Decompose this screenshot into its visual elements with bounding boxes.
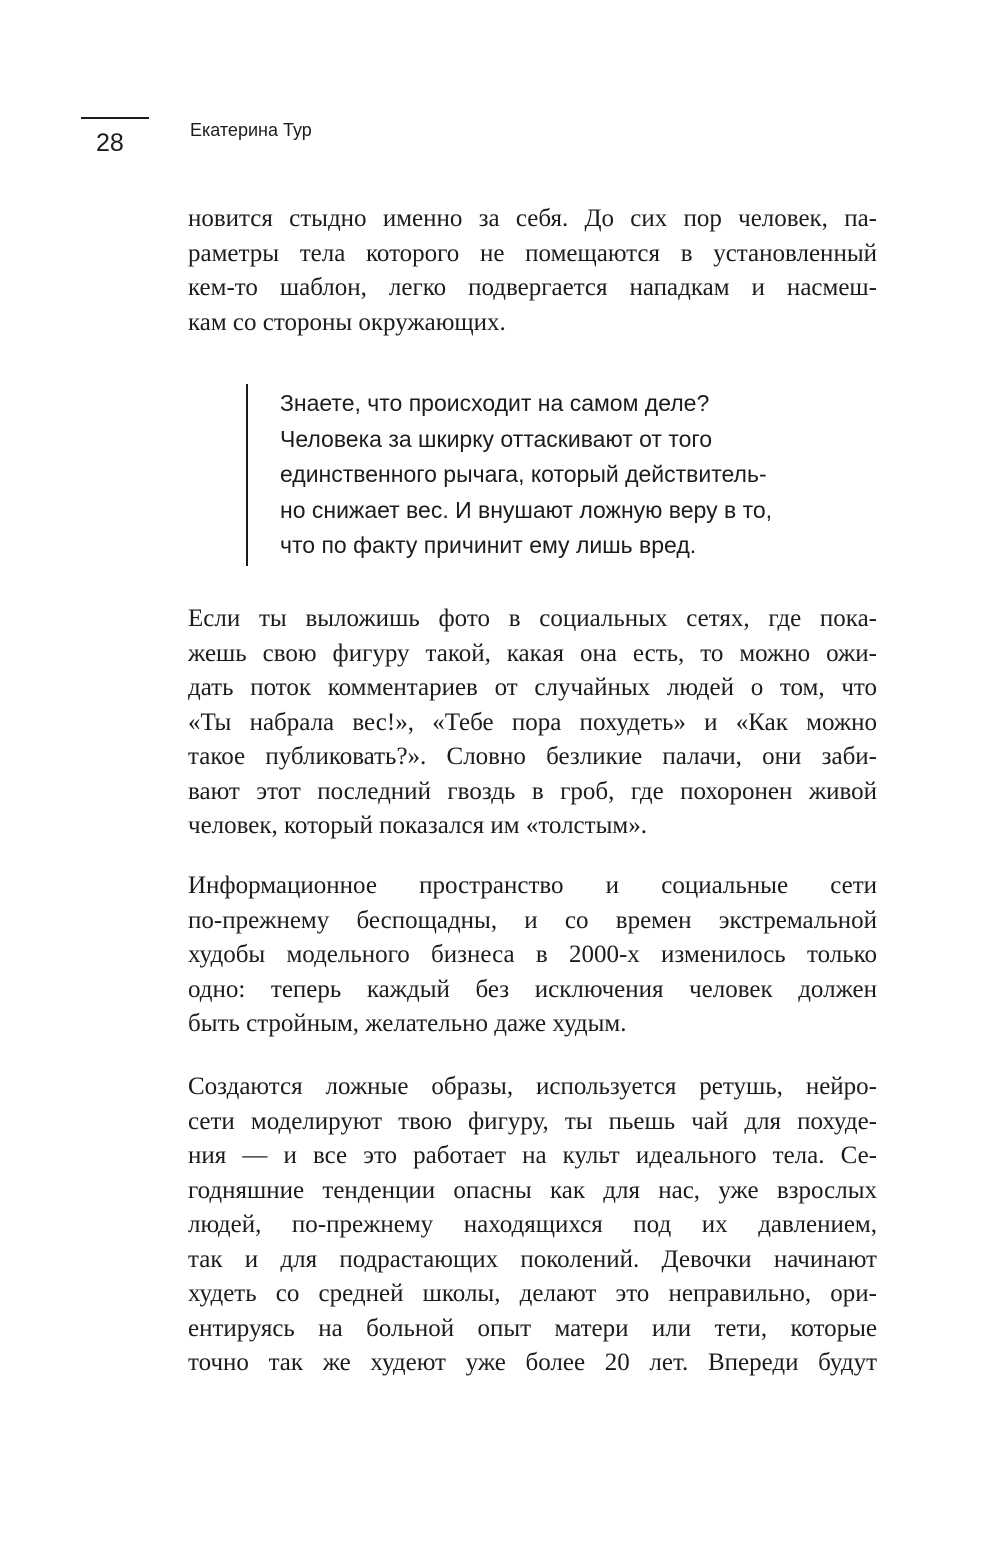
text-line: дать поток комментариев от случайных людей о том, что bbox=[188, 674, 877, 701]
text-line: новится стыдно именно за себя. До сих пор человек, па- bbox=[188, 205, 877, 232]
quote-line: но снижает вес. И внушают ложную веру в то, bbox=[280, 496, 773, 523]
page-number: 28 bbox=[96, 129, 124, 157]
text-line: сети моделируют твою фигуру, ты пьешь чай для похуде- bbox=[188, 1107, 877, 1135]
quote-line: что по факту причинит ему лишь вред. bbox=[280, 532, 697, 558]
pull-quote bbox=[280, 386, 860, 564]
text-line: такое публиковать?». Словно безликие палачи, они заби- bbox=[188, 743, 877, 770]
page-number-rule bbox=[81, 117, 149, 119]
text-line: ния — и все это работает на культ идеального тела. Се- bbox=[188, 1142, 877, 1169]
paragraph-2 bbox=[188, 602, 877, 844]
paragraph-4 bbox=[188, 1070, 877, 1381]
running-head: Екатерина Тур bbox=[190, 120, 312, 140]
text-line: точно так же худеют уже более 20 лет. Впереди будут bbox=[188, 1349, 877, 1376]
text-line: по-прежнему беспощадны, и со времен экстремальной bbox=[188, 906, 877, 934]
text-line: Создаются ложные образы, используется ретушь, нейро- bbox=[188, 1073, 877, 1100]
text-line: быть стройным, желательно даже худым. bbox=[188, 1010, 627, 1037]
text-line: человек, который показался им «толстым». bbox=[188, 812, 647, 839]
text-line: жешь свою фигуру такой, какая она есть, то можно ожи- bbox=[188, 639, 877, 667]
text-line: вают этот последний гвоздь в гроб, где похоронен живой bbox=[188, 777, 877, 805]
text-line: людей, по-прежнему находящихся под их давлением, bbox=[188, 1211, 877, 1238]
paragraph-1 bbox=[188, 202, 877, 340]
text-line: кем-то шаблон, легко подвергается нападкам и насмеш- bbox=[188, 274, 877, 301]
text-line: Если ты выложишь фото в социальных сетях, где пока- bbox=[188, 605, 877, 632]
text-line: Информационное пространство и социальные сети bbox=[188, 872, 877, 899]
text-line: кам со стороны окружающих. bbox=[188, 308, 506, 336]
text-line: ентируясь на больной опыт матери или тети, которые bbox=[188, 1314, 877, 1342]
text-line: раметры тела которого не помещаются в установленный bbox=[188, 239, 877, 267]
text-line: одно: теперь каждый без исключения человек должен bbox=[188, 975, 877, 1003]
quote-line: единственного рычага, который действитель- bbox=[280, 461, 767, 487]
text-line: так и для подрастающих поколений. Девочки начинают bbox=[188, 1245, 877, 1273]
text-line: худобы модельного бизнеса в 2000-х изменилось только bbox=[188, 941, 877, 968]
quote-line: Знаете, что происходит на самом деле? bbox=[280, 390, 710, 416]
text-line: годняшние тенденции опасны как для нас, уже взрослых bbox=[188, 1176, 877, 1204]
quote-line: Человека за шкирку оттаскивают от того bbox=[280, 425, 713, 452]
text-line: «Ты набрала вес!», «Тебе пора похудеть» и «Как можно bbox=[188, 708, 877, 736]
pull-quote-bar bbox=[246, 384, 248, 566]
text-line: худеть со средней школы, делают это неправильно, ори- bbox=[188, 1280, 877, 1307]
paragraph-3 bbox=[188, 869, 877, 1042]
